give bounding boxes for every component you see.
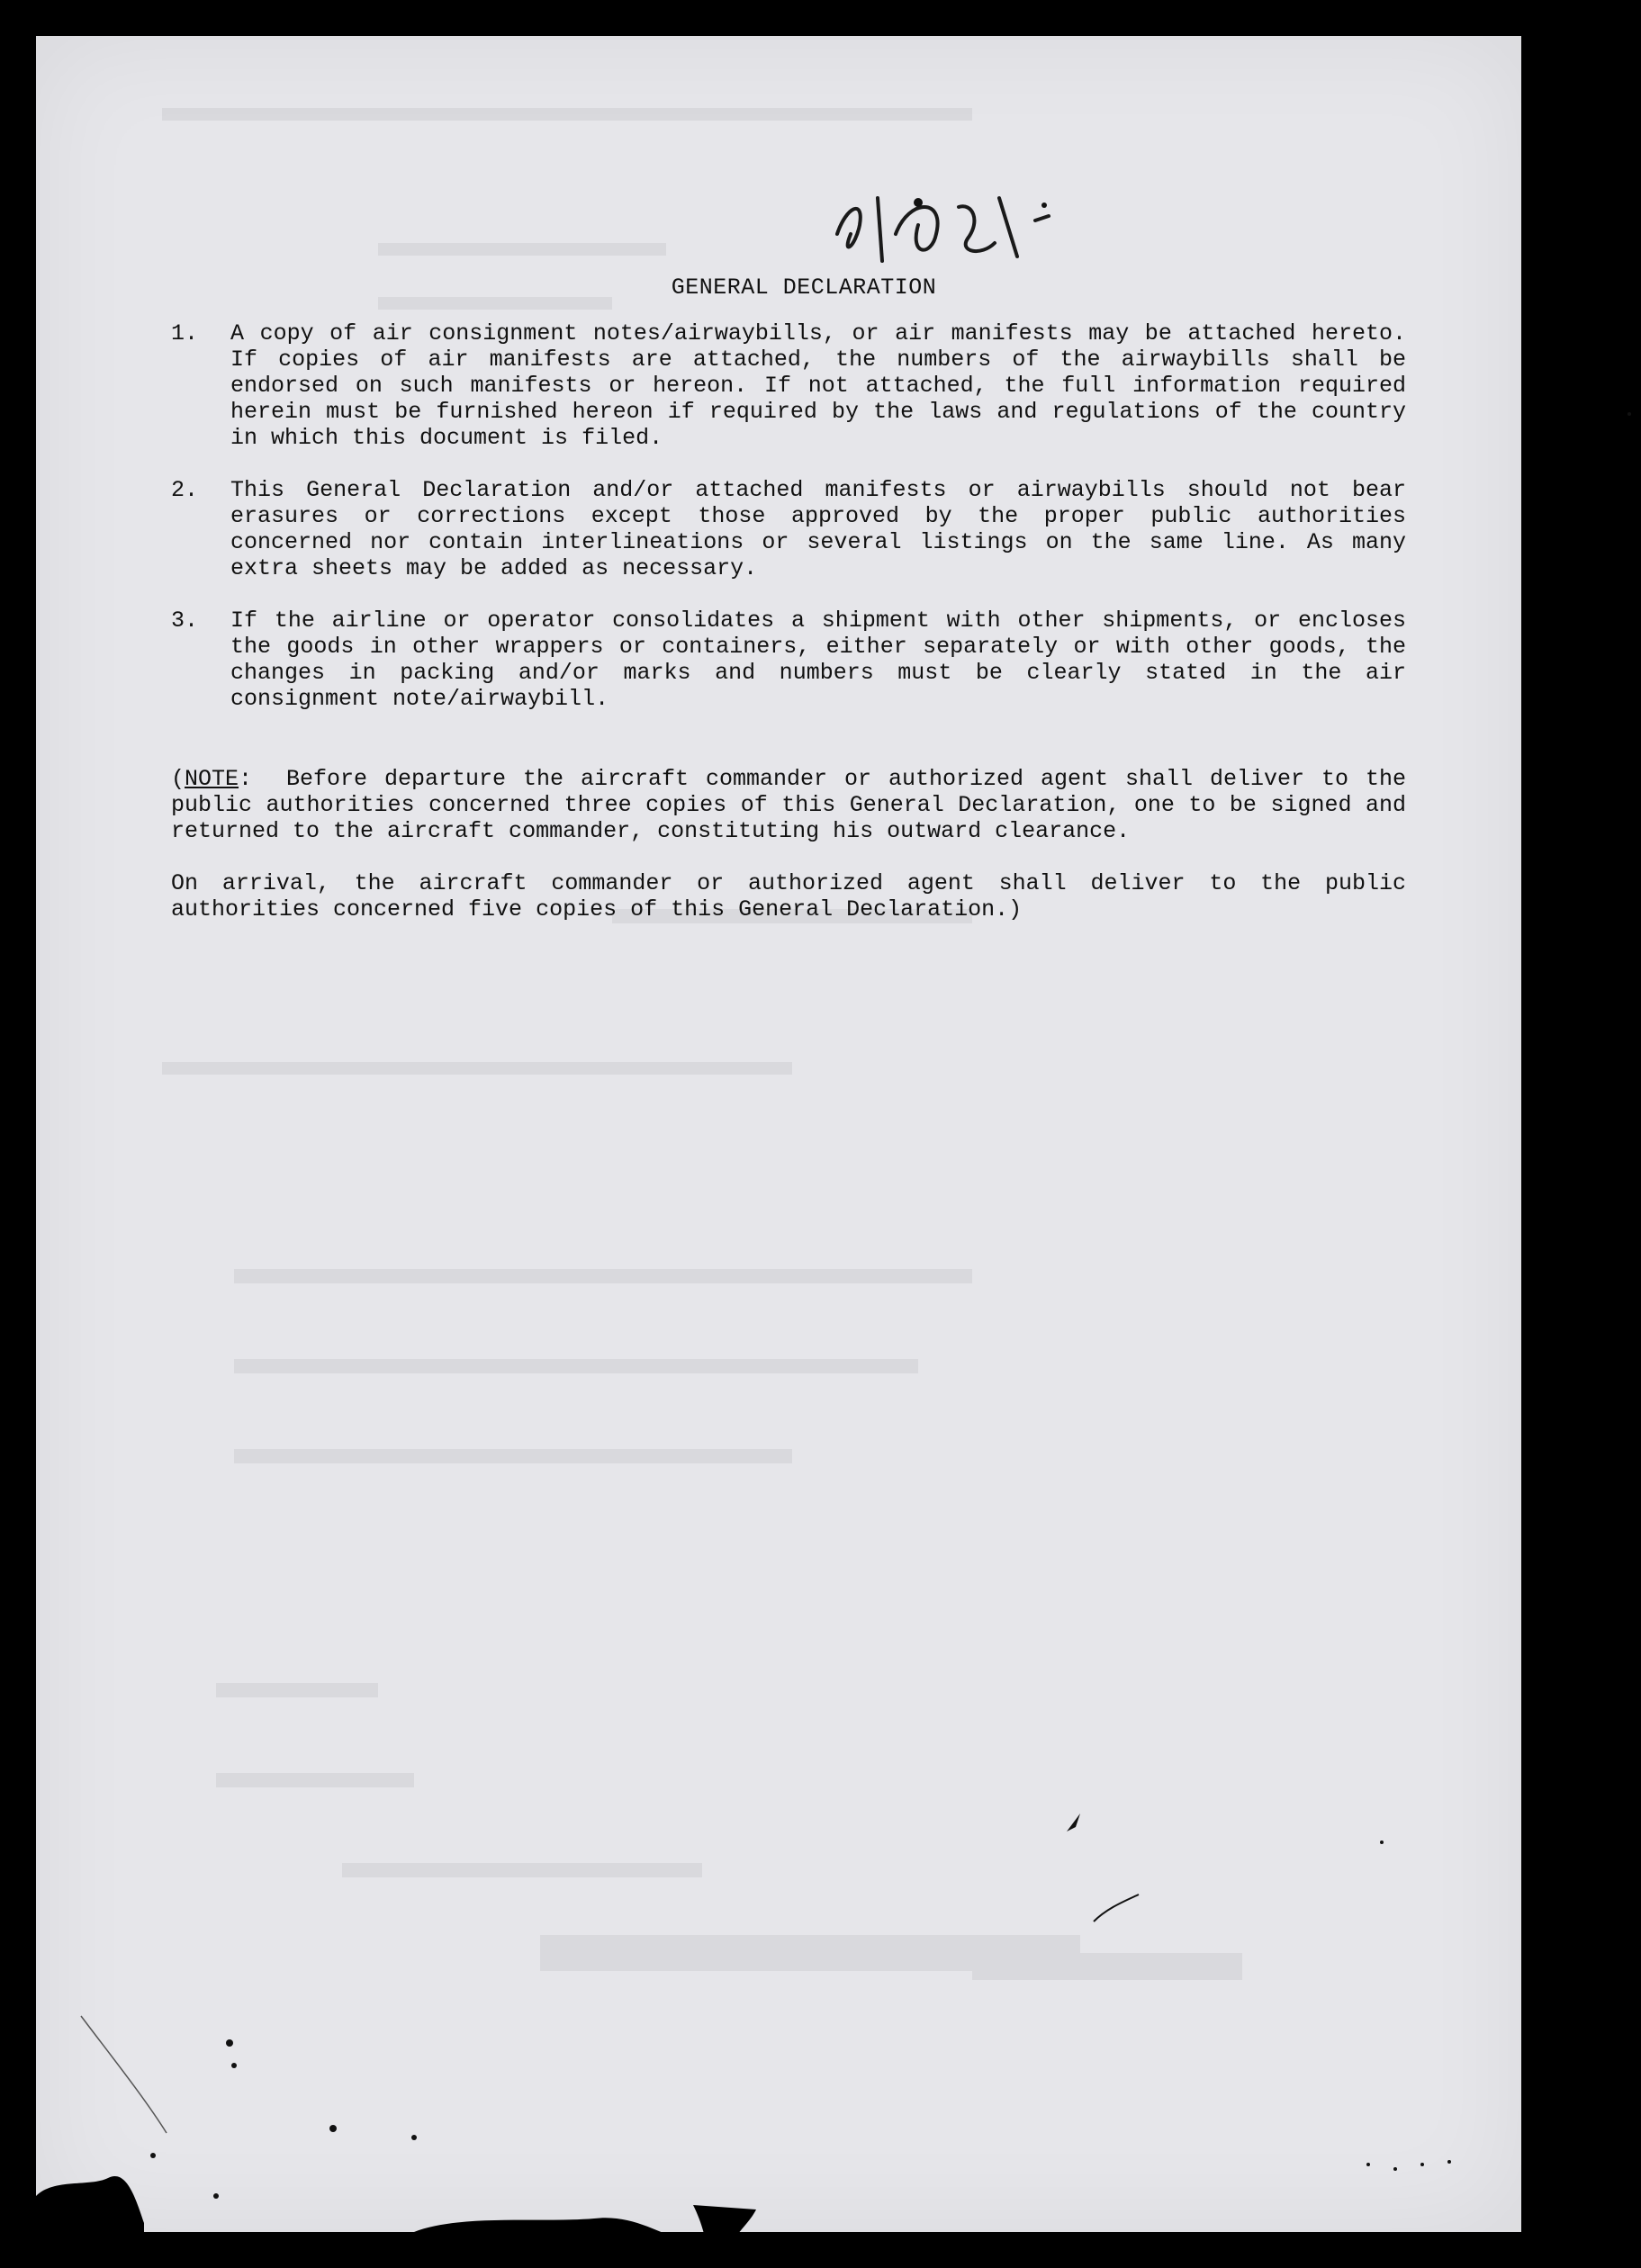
item-text: If the airline or operator consolidates a shipment with other shipments, or encloses the goods in other wrappers or containers, either separately or with other goods, the changes in packing and/or marks and numbers must be clearly stated in the air consignment note/airwaybill. <box>230 608 1406 712</box>
torn-edge <box>36 2142 1521 2268</box>
document-title: GENERAL DECLARATION <box>671 274 937 301</box>
note-open-paren: ( <box>171 766 185 792</box>
list-item <box>171 477 1406 581</box>
item-number: 1. <box>171 320 199 346</box>
note-label: NOTE <box>185 766 239 792</box>
item-number: 3. <box>171 608 199 634</box>
item-number: 2. <box>171 477 199 503</box>
note-text: Before departure the aircraft commander or authorized agent shall deliver to the public authorities concerned three copies of this General Declaration, one to be signed and returned to the aircraft commander, constituting his outward clearance. <box>171 766 1406 844</box>
arrival-paragraph: On arrival, the aircraft commander or authorized agent shall deliver to the public authorities concerned five copies of this General Declaration.) <box>171 870 1406 922</box>
list-item <box>171 608 1406 712</box>
item-text: This General Declaration and/or attached manifests or airwaybills should not bear erasures or corrections except those approved by the proper public authorities concerned nor contain interlineations or several listings on the same line. As many extra sheets may be added as necessary. <box>230 477 1406 581</box>
handwritten-mark <box>810 171 1107 279</box>
document-page <box>36 36 1521 2232</box>
note-paragraph <box>171 766 1406 844</box>
list-item <box>171 320 1406 451</box>
item-text: A copy of air consignment notes/airwaybills, or air manifests may be attached hereto. If copies of air manifests are attached, the numbers of the airwaybills shall be endorsed on such manifests or hereon. If not attached, the full information required herein must be furnished hereon if required by the laws and regulations of the country in which this document is filed. <box>230 320 1406 451</box>
note-colon: : <box>239 766 253 792</box>
declaration-body <box>171 274 1406 922</box>
